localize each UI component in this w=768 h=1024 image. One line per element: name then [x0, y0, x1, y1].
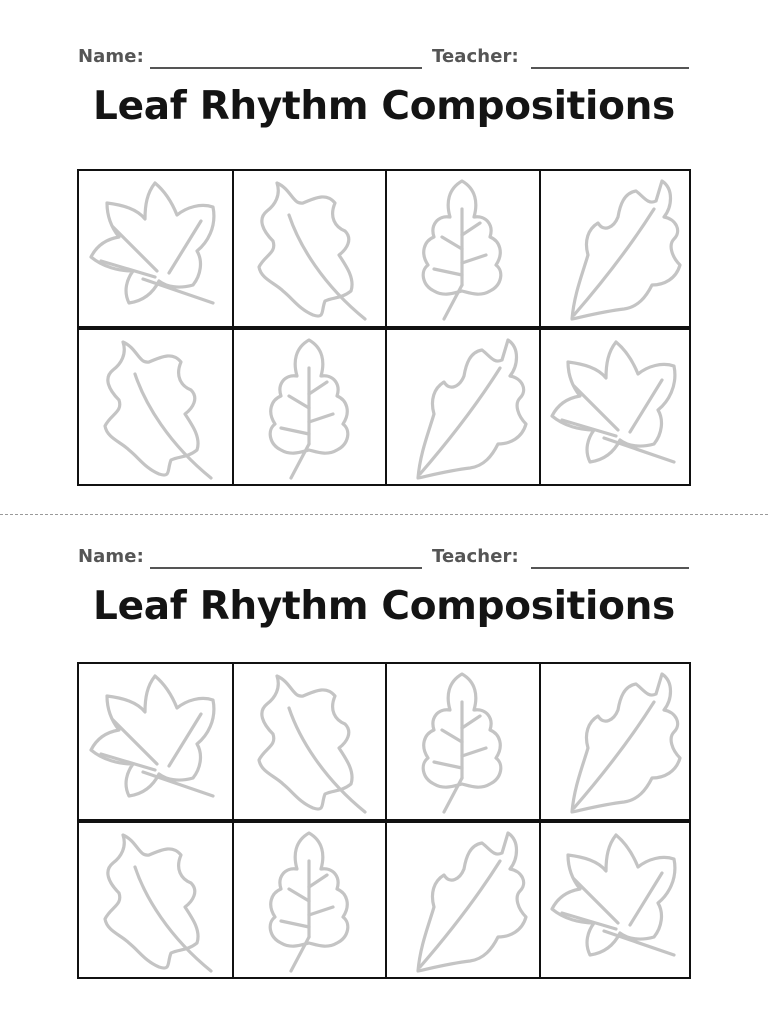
leaf-cell — [386, 171, 539, 328]
leaf-cell — [233, 664, 386, 821]
dashed-cut-line — [0, 514, 768, 515]
header-fields — [78, 544, 690, 572]
grid-row-divider — [79, 326, 689, 330]
header-fields — [78, 44, 690, 72]
leaf-cell — [386, 330, 539, 487]
teacher-blank-line — [531, 67, 689, 69]
leaf-cell — [233, 330, 386, 487]
grid-row-divider — [79, 819, 689, 823]
leaf-cell — [233, 171, 386, 328]
teacher-label: Teacher: — [432, 46, 519, 67]
leaf-cell — [540, 330, 693, 487]
leaf-cell — [79, 330, 232, 487]
leaf-cell — [79, 823, 232, 980]
leaf-cell — [233, 823, 386, 980]
leaf-grid — [77, 169, 691, 486]
leaf-cell — [386, 823, 539, 980]
teacher-blank-line — [531, 567, 689, 569]
worksheet-title: Leaf Rhythm Compositions — [93, 584, 675, 629]
teacher-label: Teacher: — [432, 546, 519, 567]
leaf-cell — [386, 664, 539, 821]
leaf-grid — [77, 662, 691, 979]
name-label: Name: — [78, 46, 144, 67]
leaf-cell — [79, 664, 232, 821]
worksheet-title: Leaf Rhythm Compositions — [93, 84, 675, 129]
name-blank-line — [150, 567, 422, 569]
name-label: Name: — [78, 546, 144, 567]
name-blank-line — [150, 67, 422, 69]
leaf-cell — [540, 171, 693, 328]
leaf-cell — [79, 171, 232, 328]
leaf-cell — [540, 664, 693, 821]
leaf-cell — [540, 823, 693, 980]
